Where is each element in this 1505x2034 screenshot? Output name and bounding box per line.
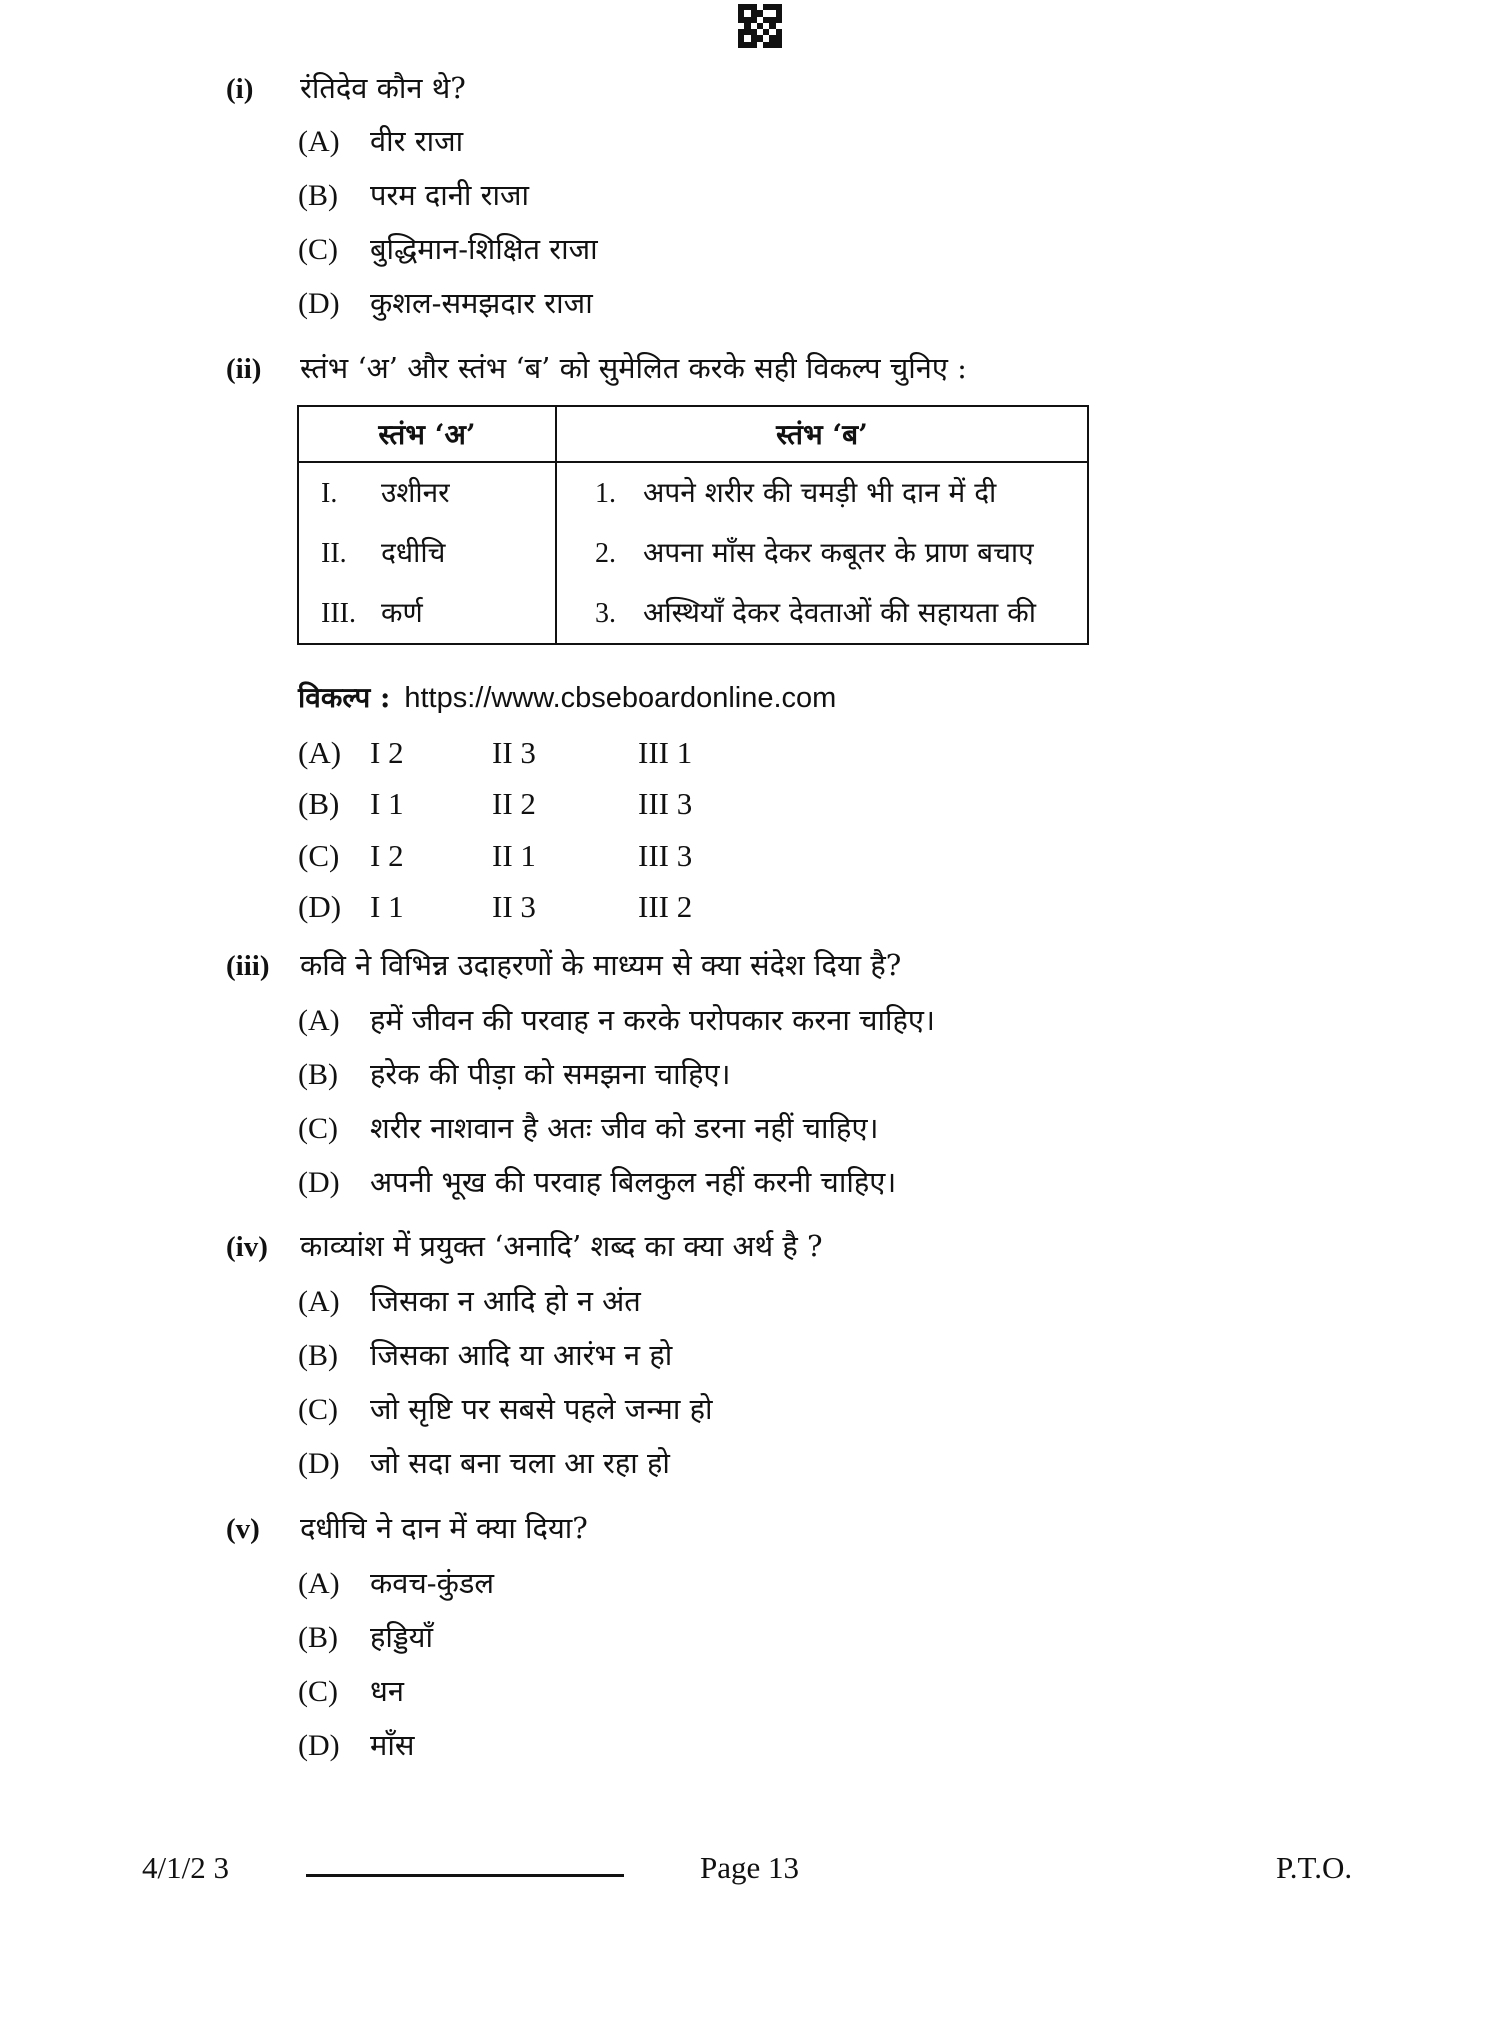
option-iii-c: (C) शरीर नाशवान है अतः जीव को डरना नहीं चाहिए। [298, 1111, 879, 1145]
option-i-c: (C) बुद्धिमान-शिक्षित राजा [298, 232, 598, 266]
question-ii [226, 348, 967, 389]
question-number: (iii) [226, 950, 270, 982]
question-i [226, 68, 466, 109]
question-text: काव्यांश में प्रयुक्त ‘अनादि’ शब्द का क्या अर्थ है ? [300, 1229, 823, 1263]
match-option-d: (D) I 1 II 3 III 2 [298, 889, 693, 924]
option-iv-a: (A) जिसका न आदि हो न अंत [298, 1284, 641, 1318]
question-text: स्तंभ ‘अ’ और स्तंभ ‘ब’ को सुमेलित करके सही विकल्प चुनिए : [300, 351, 967, 385]
match-option-b: (B) I 1 II 2 III 3 [298, 786, 693, 821]
option-iii-b: (B) हरेक की पीड़ा को समझना चाहिए। [298, 1057, 731, 1091]
question-iv [226, 1226, 823, 1267]
page-number: Page 13 [700, 1850, 800, 1885]
option-iii-d: (D) अपनी भूख की परवाह बिलकुल नहीं करनी चाहिए। [298, 1165, 897, 1199]
question-number: (v) [226, 1513, 260, 1545]
column-a-row: I. उशीनर [321, 476, 450, 509]
question-v [226, 1508, 588, 1549]
option-iv-c: (C) जो सृष्टि पर सबसे पहले जन्मा हो [298, 1392, 713, 1426]
column-b-row: 2. अपना माँस देकर कबूतर के प्राण बचाए [595, 536, 1034, 569]
qr-code-icon [738, 4, 782, 48]
question-text: कवि ने विभिन्न उदाहरणों के माध्यम से क्या संदेश दिया है? [300, 948, 902, 982]
match-option-a: (A) I 2 II 3 III 1 [298, 735, 693, 770]
match-table [297, 405, 1089, 645]
option-iii-a: (A) हमें जीवन की परवाह न करके परोपकार करना चाहिए। [298, 1003, 935, 1037]
column-a-row: II. दधीचि [321, 536, 446, 569]
column-b-cell [556, 462, 1088, 644]
option-v-d: (D) माँस [298, 1728, 415, 1762]
option-v-a: (A) कवच-कुंडल [298, 1566, 495, 1600]
vikalp-line [298, 678, 836, 718]
column-b-header: स्तंभ ‘ब’ [556, 406, 1088, 462]
column-b-row: 1. अपने शरीर की चमड़ी भी दान में दी [595, 476, 997, 509]
match-option-c: (C) I 2 II 1 III 3 [298, 838, 693, 873]
option-i-a: (A) वीर राजा [298, 124, 464, 158]
column-b-row: 3. अस्थियाँ देकर देवताओं की सहायता की [595, 596, 1036, 629]
paper-code: 4/1/2 3 [142, 1850, 229, 1885]
question-number: (ii) [226, 353, 262, 385]
option-i-b: (B) परम दानी राजा [298, 178, 530, 212]
option-iv-b: (B) जिसका आदि या आरंभ न हो [298, 1338, 673, 1372]
column-a-header: स्तंभ ‘अ’ [298, 406, 556, 462]
pto-label: P.T.O. [1276, 1850, 1353, 1885]
option-v-b: (B) हड्डियाँ [298, 1620, 433, 1654]
question-text: रंतिदेव कौन थे? [300, 71, 466, 105]
vikalp-label: विकल्प : [298, 681, 391, 714]
footer-divider [306, 1874, 624, 1877]
column-a-row: III. कर्ण [321, 596, 423, 629]
question-text: दधीचि ने दान में क्या दिया? [300, 1511, 588, 1545]
column-a-cell [298, 462, 556, 644]
question-iii [226, 945, 901, 986]
option-v-c: (C) धन [298, 1674, 404, 1708]
option-iv-d: (D) जो सदा बना चला आ रहा हो [298, 1446, 670, 1480]
question-number: (iv) [226, 1231, 268, 1263]
watermark-url-link[interactable]: https://www.cbseboardonline.com [404, 682, 837, 714]
question-number: (i) [226, 73, 254, 105]
option-i-d: (D) कुशल-समझदार राजा [298, 286, 593, 320]
